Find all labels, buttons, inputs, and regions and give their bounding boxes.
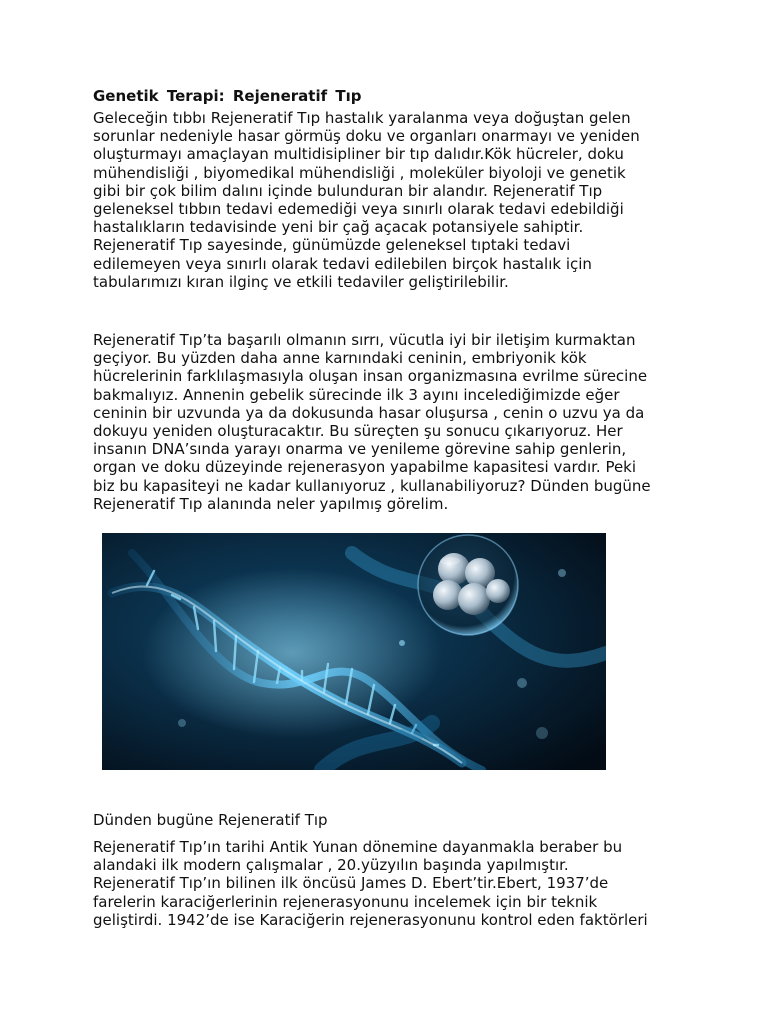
paragraph-line: mühendisliği , biyomedikal mühendisliği , moleküler biyoloji ve genetik (93, 163, 626, 182)
paragraph-line: edilemeyen veya sınırlı olarak tedavi edilebilen birçok hastalık için (93, 254, 592, 273)
paragraph-line: insanın DNA’sında yarayı onarma ve yenileme görevine sahip genlerin, (93, 440, 627, 459)
paragraph-line: hastalıkların tedavisinde yeni bir çağ açacak potansiyele sahiptir. (93, 218, 584, 237)
paragraph-line: geçiyor. Bu yüzden daha anne karnındaki ceninin, embriyonik kök (93, 349, 587, 368)
paragraph-line: sorunlar nedeniyle hasar görmüş doku ve organları onarmayı ve yeniden (93, 127, 640, 146)
second-paragraph (93, 331, 683, 513)
history-paragraph (93, 838, 683, 929)
paragraph-line: Geleceğin tıbbı Rejeneratif Tıp hastalık yaralanma veya doğuştan gelen (93, 109, 631, 127)
background-glow (142, 568, 442, 738)
paragraph-line: Rejeneratif Tıp alanında neler yapılmış görelim. (93, 494, 449, 513)
dna-illustration-image (102, 533, 606, 770)
paragraph-line: alandaki ilk modern çalışmalar , 20.yüzyılın başında yapılmıştır. (93, 856, 569, 875)
paragraph-line: geleneksel tıbbın tedavi edemediği veya sınırlı olarak tedavi edebildiği (93, 200, 624, 219)
intro-paragraph (93, 109, 683, 291)
paragraph-line: Rejeneratif Tıp sayesinde, günümüzde geleneksel tıptaki tedavi (93, 236, 571, 255)
paragraph-line: oluşturmayı amaçlayan multidisipliner bir tıp dalıdır.Kök hücreler, doku (93, 145, 624, 164)
paragraph-line: biz bu kapasiteyi ne kadar kullanıyoruz , kullanabiliyoruz? Dünden bugüne (93, 476, 651, 495)
paragraph-line: Rejeneratif Tıp’ın bilinen ilk öncüsü James D. Ebert’tir.Ebert, 1937’de (93, 874, 609, 893)
document-title: Genetik Terapi: Rejeneratif Tıp (93, 87, 362, 105)
dna-helix-graphic (102, 533, 606, 770)
section-heading: Dünden bugüne Rejeneratif Tıp (93, 811, 328, 829)
paragraph-line: organ ve doku düzeyinde rejenerasyon yapabilme kapasitesi vardır. Peki (93, 458, 637, 477)
paragraph-line: geliştirdi. 1942’de ise Karaciğerin rejenerasyonunu kontrol eden faktörleri (93, 910, 648, 929)
paragraph-line: bakmalıyız. Annenin gebelik sürecinde ilk 3 ayını incelediğimizde eğer (93, 385, 620, 404)
paragraph-line: hücrelerinin farklılaşmasıyla oluşan insan organizmasına evrilme sürecine (93, 367, 648, 386)
paragraph-line: Rejeneratif Tıp’ın tarihi Antik Yunan dönemine dayanmakla beraber bu (93, 838, 623, 856)
cell-cluster-bubble (418, 535, 518, 635)
paragraph-line: farelerin karaciğerlerinin rejenerasyonunu incelemek için bir teknik (93, 892, 598, 911)
paragraph-line: tabularımızı kıran ilginç ve etkili tedaviler geliştirilebilir. (93, 272, 509, 291)
paragraph-line: dokuyu yeniden oluşturacaktır. Bu süreçten şu sonucu çıkarıyoruz. Her (93, 422, 623, 441)
paragraph-line: gibi bir çok bilim dalını içinde bulunduran bir alandır. Rejeneratif Tıp (93, 181, 603, 200)
paragraph-line: Rejeneratif Tıp’ta başarılı olmanın sırrı, vücutla iyi bir iletişim kurmaktan (93, 331, 636, 349)
paragraph-line: ceninin bir uzvunda ya da dokusunda hasar oluşursa , cenin o uzvu ya da (93, 403, 645, 422)
